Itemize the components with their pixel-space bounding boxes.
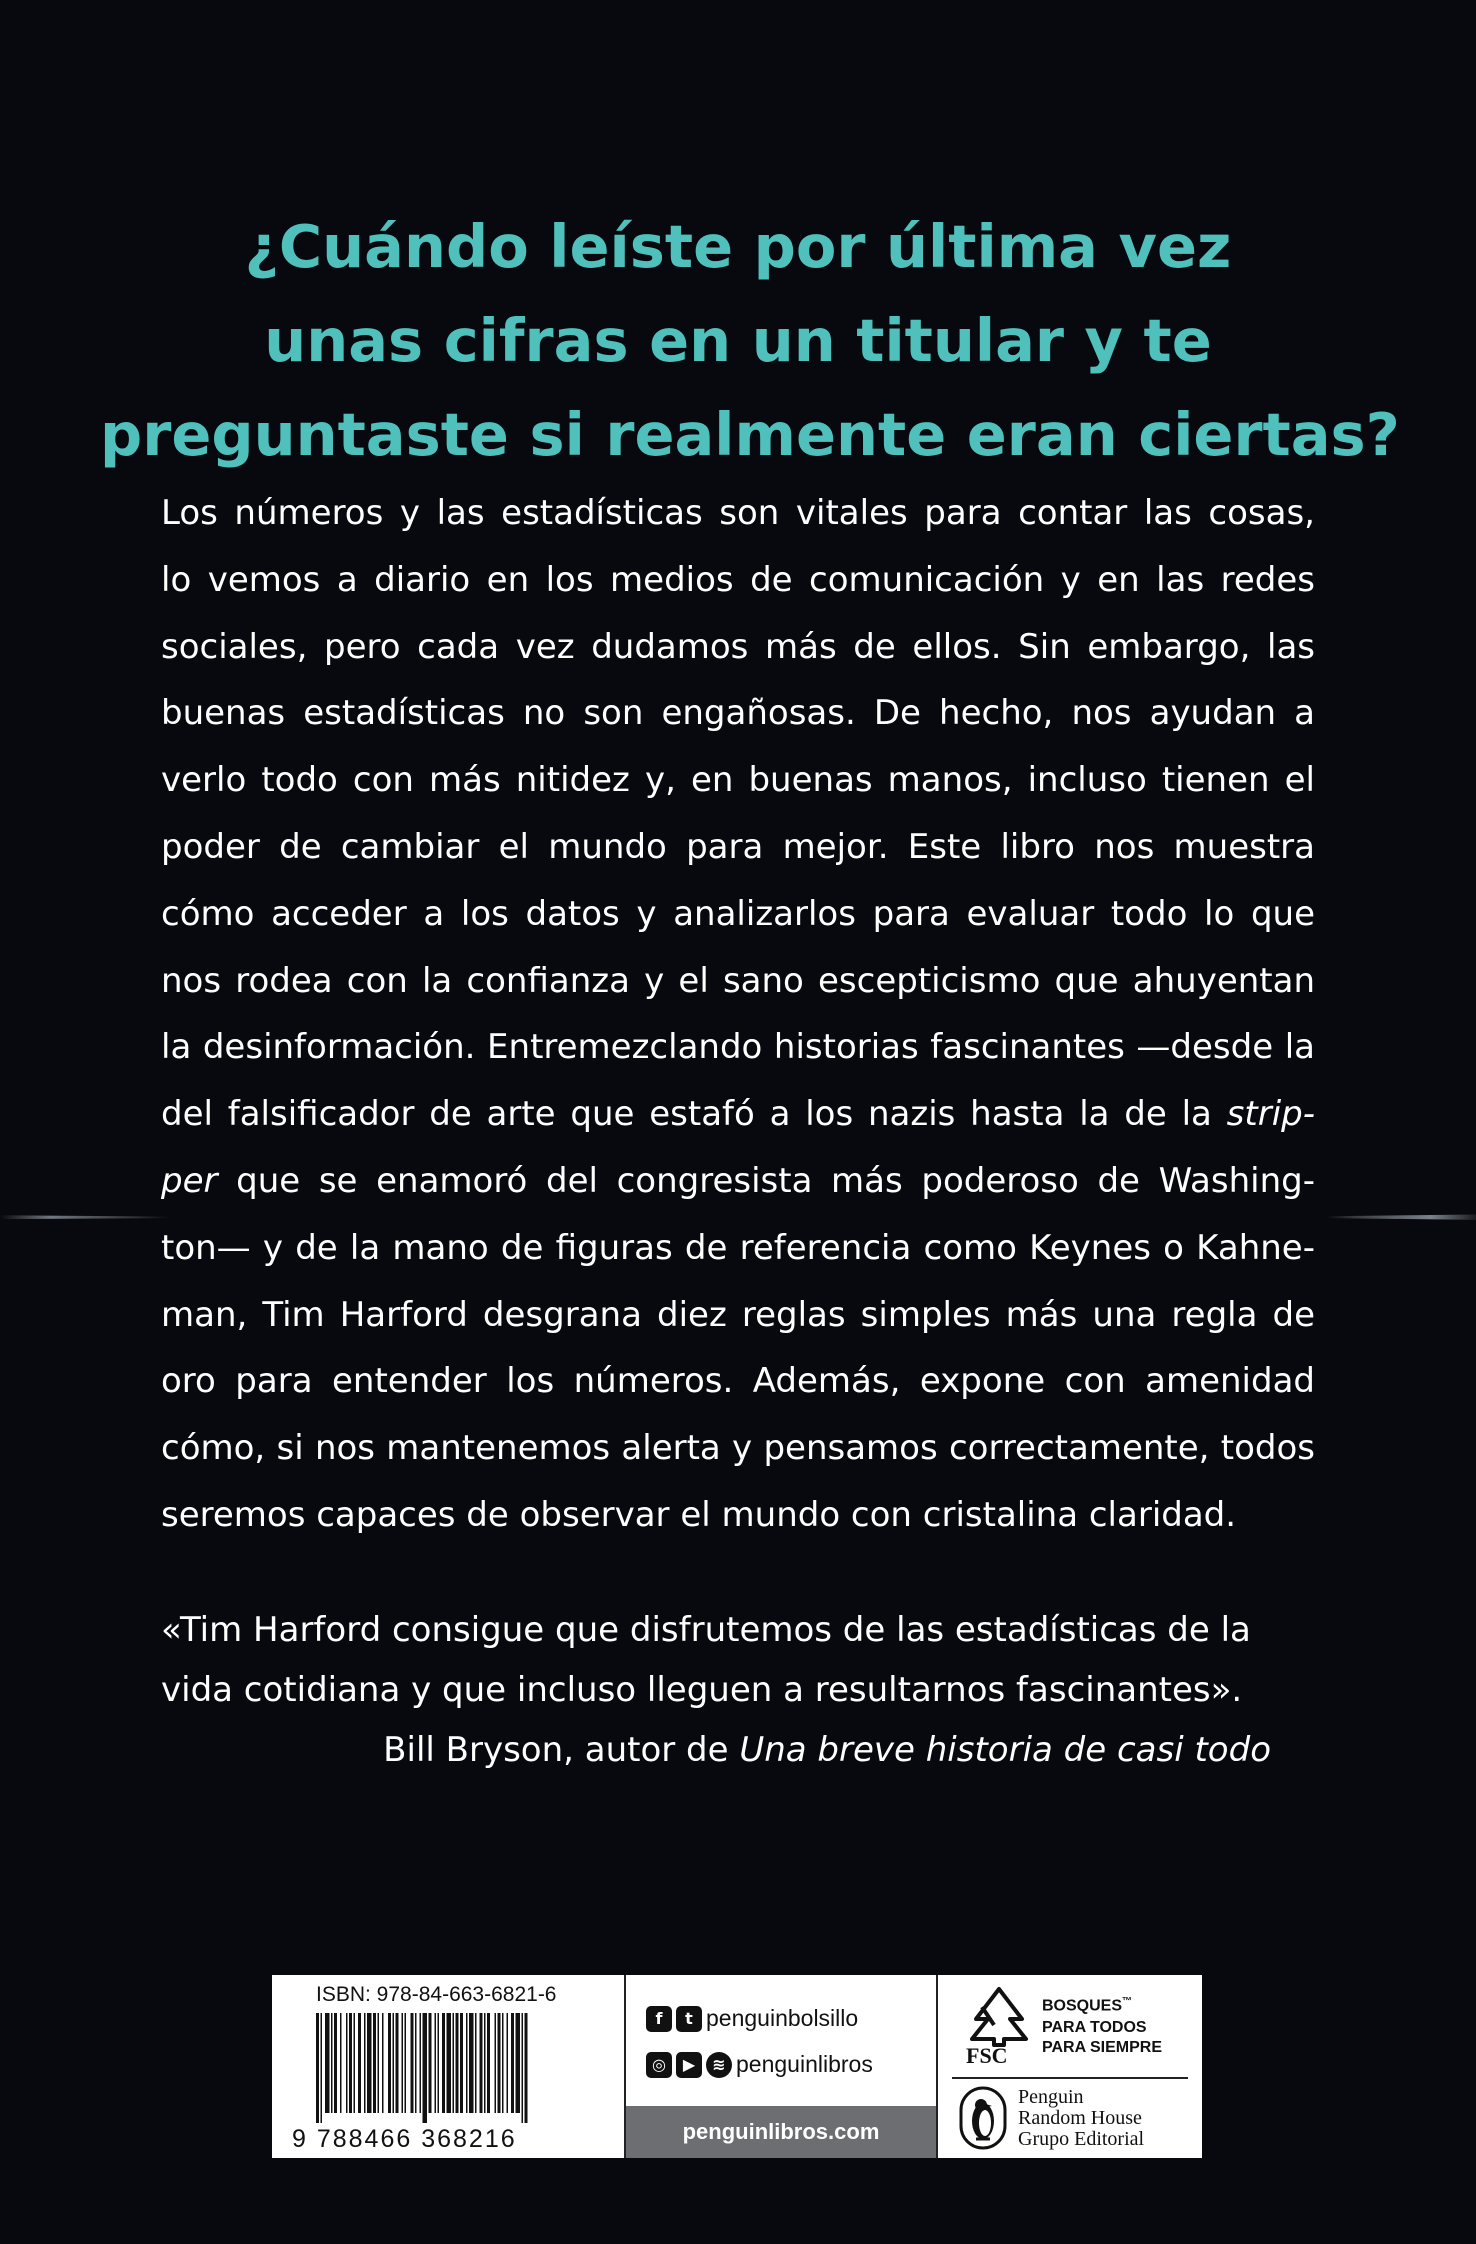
instagram-icon: ◎ xyxy=(646,2052,672,2078)
barcode-bar xyxy=(475,2013,477,2113)
quote-line: «Tim Harford consigue que disfrutemos de las estadísticas de la xyxy=(161,1610,1251,1650)
fsc-slogan-line: PARA TODOS xyxy=(1042,2019,1147,2037)
barcode-bar xyxy=(435,2013,437,2113)
fsc-slogan xyxy=(1042,1993,1162,2057)
blurb-line xyxy=(161,1081,1315,1148)
headline-line: preguntaste si realmente eran ciertas? xyxy=(100,400,1400,469)
trademark-symbol: ™ xyxy=(1122,1996,1133,2007)
barcode-bar xyxy=(447,2013,452,2113)
barcode-digits: 9 788466 368216 xyxy=(292,2125,517,2153)
spotify-icon: ≋ xyxy=(706,2052,732,2078)
barcode-bar xyxy=(480,2013,483,2113)
barcode-bar xyxy=(325,2013,330,2113)
barcode-bar xyxy=(511,2013,514,2113)
blurb-text xyxy=(161,480,1315,1549)
barcode-bar xyxy=(429,2013,432,2113)
barcode-bar xyxy=(466,2013,468,2113)
blurb-line: man, Tim Harford desgrana diez reglas simples más una regla de xyxy=(161,1294,1315,1335)
blurb-line: lo vemos a diario en los medios de comunicación y en las redes xyxy=(161,559,1315,600)
barcode-bar xyxy=(522,2013,524,2123)
barcode-bar xyxy=(456,2013,459,2113)
website-link[interactable]: penguinlibros.com xyxy=(626,2106,936,2158)
barcode-bar xyxy=(396,2013,399,2113)
twitter-icon: t xyxy=(676,2006,702,2032)
barcode-bar xyxy=(349,2013,352,2113)
barcode-bar xyxy=(487,2013,490,2113)
barcode-bar xyxy=(321,2013,323,2123)
publisher-name xyxy=(1018,2087,1144,2150)
barcode-bar xyxy=(502,2013,504,2113)
blurb-line-text: que se enamoró del congresista más poderoso de Washing- xyxy=(217,1160,1315,1201)
fsc-slogan-line: BOSQUES xyxy=(1042,1997,1123,2015)
blurb-line: sociales, pero cada vez dudamos más de ellos. Sin embargo, las xyxy=(161,626,1315,667)
social-handle: penguinlibros xyxy=(736,2051,873,2077)
barcode-bar xyxy=(442,2013,445,2113)
barcode-bar xyxy=(402,2013,404,2113)
barcode-bar xyxy=(405,2013,407,2113)
youtube-icon: ▶ xyxy=(676,2052,702,2078)
back-cover-info-block xyxy=(272,1975,1202,2158)
barcode-bar xyxy=(378,2013,380,2113)
blurb-line: buenas estadísticas no son engañosas. De hecho, nos ayudan a xyxy=(161,693,1315,734)
barcode-bar xyxy=(420,2013,422,2113)
penguin-logo-icon xyxy=(958,2085,1008,2151)
barcode-bar xyxy=(346,2013,348,2113)
blurb-line: seremos capaces de observar el mundo con cristalina claridad. xyxy=(161,1494,1237,1535)
barcode-bar xyxy=(460,2013,463,2113)
barcode-bar xyxy=(331,2013,333,2113)
social-row-2 xyxy=(646,2051,873,2078)
fsc-panel xyxy=(938,1975,1202,2158)
headline-line: ¿Cuándo leíste por última vez xyxy=(244,212,1232,281)
barcode-bar xyxy=(334,2013,337,2113)
social-panel xyxy=(624,1975,938,2158)
barcode-bar xyxy=(438,2013,440,2113)
blurb-line: Los números y las estadísticas son vitales para contar las cosas, xyxy=(161,493,1315,533)
barcode xyxy=(316,2013,612,2123)
barcode-bar xyxy=(354,2013,356,2113)
blurb-line: oro para entender los números. Además, expone con amenidad xyxy=(161,1361,1315,1402)
isbn-label: ISBN: 978-84-663-6821-6 xyxy=(316,1983,557,2006)
barcode-bar xyxy=(393,2013,395,2113)
divider xyxy=(952,2077,1188,2079)
barcode-bar xyxy=(415,2013,417,2113)
quote-attribution xyxy=(161,1720,1315,1780)
fsc-brand: FSC xyxy=(966,2043,1008,2068)
barcode-bar xyxy=(484,2013,486,2113)
barcode-bar xyxy=(367,2013,372,2113)
blurb-line: la desinformación. Entremezclando historias fascinantes —desde la xyxy=(161,1027,1315,1068)
publisher-line: Grupo Editorial xyxy=(1018,2128,1145,2150)
blurb-line: cómo, si nos mantenemos alerta y pensamos correctamente, todos xyxy=(161,1428,1315,1469)
light-streak-left xyxy=(0,1208,170,1226)
quote-line: vida cotidiana y que incluso lleguen a resultarnos fascinantes». xyxy=(161,1670,1243,1710)
barcode-bar xyxy=(507,2013,509,2113)
light-streak-right xyxy=(1326,1208,1476,1226)
blurb-line-text: del falsificador de arte que estafó a los nazis hasta la de la xyxy=(161,1094,1212,1135)
blurb-line: verlo todo con más nitidez y, en buenas manos, incluso tienen el xyxy=(161,760,1315,801)
blurb-line xyxy=(161,1148,1315,1215)
barcode-bar xyxy=(358,2013,361,2113)
headline xyxy=(100,200,1400,482)
publisher-line: Penguin xyxy=(1018,2086,1084,2108)
publisher-line: Random House xyxy=(1018,2107,1142,2129)
barcode-bar xyxy=(525,2013,528,2123)
blurb-line: poder de cambiar el mundo para mejor. Este libro nos muestra xyxy=(161,826,1315,867)
fsc-slogan-line: PARA SIEMPRE xyxy=(1042,2039,1163,2057)
italic-word: strip- xyxy=(1226,1094,1315,1135)
blurb-line: ton— y de la mano de figuras de referencia como Keynes o Kahne- xyxy=(161,1227,1315,1268)
barcode-bar xyxy=(453,2013,455,2113)
blurb-line: cómo acceder a los datos y analizarlos para evaluar todo lo que xyxy=(161,893,1315,934)
attribution-book: Una breve historia de casi todo xyxy=(739,1730,1271,1770)
barcode-bar xyxy=(340,2013,342,2113)
barcode-bar xyxy=(423,2013,428,2123)
headline-line: unas cifras en un titular y te xyxy=(264,306,1212,375)
attribution-author: Bill Bryson, autor de xyxy=(383,1730,740,1770)
barcode-bar xyxy=(373,2013,376,2113)
barcode-bar xyxy=(316,2013,319,2123)
barcode-bar xyxy=(382,2013,384,2113)
barcode-bar xyxy=(388,2013,391,2113)
barcode-panel xyxy=(272,1975,622,2158)
barcode-bar xyxy=(469,2013,474,2113)
review-quote xyxy=(161,1600,1315,1780)
blurb-line: nos rodea con la confianza y el sano escepticismo que ahuyentan xyxy=(161,960,1315,1001)
social-row-1 xyxy=(646,2005,858,2032)
barcode-bar xyxy=(498,2013,501,2113)
italic-word: per xyxy=(161,1160,218,1201)
barcode-bar xyxy=(495,2013,497,2113)
barcode-bar xyxy=(411,2013,414,2113)
social-handle: penguinbolsillo xyxy=(706,2005,859,2031)
facebook-icon: f xyxy=(646,2006,672,2032)
barcode-bar xyxy=(516,2013,521,2113)
barcode-bar xyxy=(364,2013,366,2113)
